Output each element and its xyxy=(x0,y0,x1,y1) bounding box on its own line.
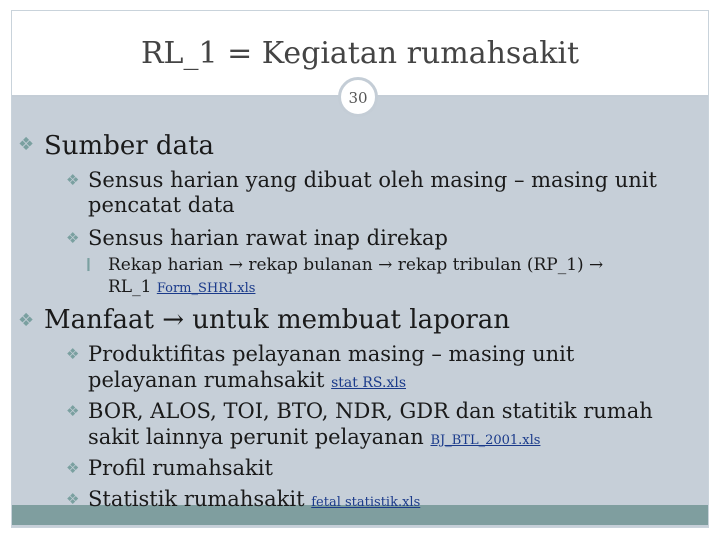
section-bullet-icon: ❖ xyxy=(18,134,35,155)
item-bullet-icon: ❖ xyxy=(66,171,80,189)
item-bullet-icon: ❖ xyxy=(66,459,80,477)
page-number: 30 xyxy=(338,77,378,117)
list-item-text: Profil rumahsakit xyxy=(88,456,273,480)
list-item-text: Produktifitas pelayanan masing – masing unit xyxy=(88,342,575,366)
list-item-text: BOR, ALOS, TOI, BTO, NDR, GDR dan statitik rumah xyxy=(88,399,653,423)
sublist-item-text: RL_1 xyxy=(108,277,152,297)
list-item-line xyxy=(88,424,540,454)
list-item-text: pelayanan rumahsakit xyxy=(88,368,325,392)
stat-rs-link[interactable]: stat RS.xls xyxy=(331,375,406,391)
list-item-text: Sensus harian yang dibuat oleh masing – masing unit xyxy=(88,168,657,192)
list-item-text: pencatat data xyxy=(88,193,235,217)
sublist-item-text: Rekap harian → rekap bulanan → rekap tribulan (RP_1) → xyxy=(108,255,604,275)
list-item-text: Sensus harian rawat inap direkap xyxy=(88,226,448,250)
slide-title: RL_1 = Kegiatan rumahsakit xyxy=(140,36,580,71)
list-item-text: sakit lainnya perunit pelayanan xyxy=(88,425,424,449)
section-heading-sumber-data: Sumber data xyxy=(44,131,215,161)
section-bullet-icon: ❖ xyxy=(18,310,35,331)
item-bullet-icon: ❖ xyxy=(66,229,80,247)
list-item-text: Statistik rumahsakit xyxy=(88,487,305,511)
list-item-line xyxy=(88,486,420,516)
section-heading-manfaat: Manfaat → untuk membuat laporan xyxy=(44,305,511,335)
subitem-bullet-icon: ❙ xyxy=(83,257,94,272)
fetal-statistik-link[interactable]: fetal statistik.xls xyxy=(311,495,421,510)
form-shri-link[interactable]: Form_SHRI.xls xyxy=(156,281,256,296)
item-bullet-icon: ❖ xyxy=(66,490,80,508)
list-item-line xyxy=(88,367,406,396)
sublist-item-line xyxy=(108,276,255,300)
item-bullet-icon: ❖ xyxy=(66,345,80,363)
item-bullet-icon: ❖ xyxy=(66,402,80,420)
bj-btl-link[interactable]: BJ_BTL_2001.xls xyxy=(430,433,541,448)
